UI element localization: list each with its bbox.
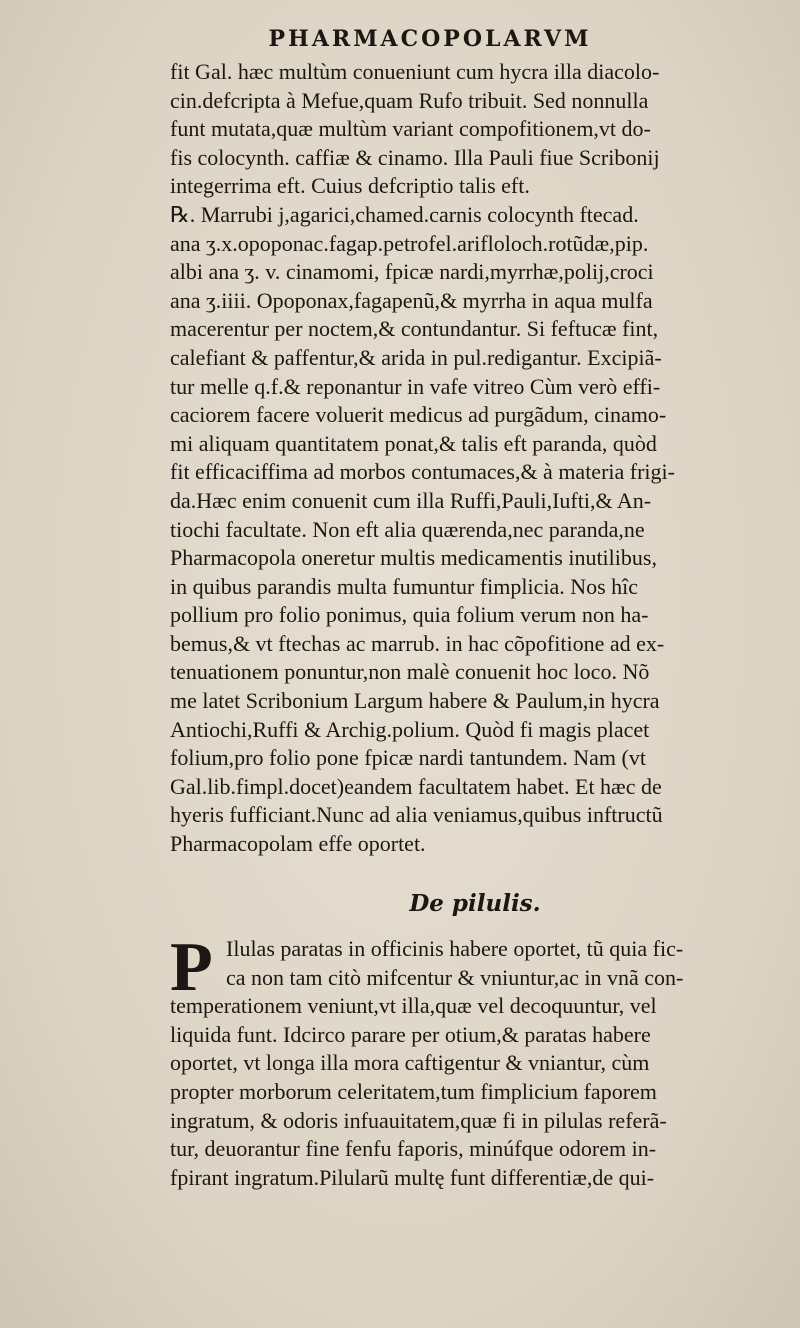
text-line: pollium pro folio ponimus, quia folium verum non ha- [170, 602, 649, 628]
text-line: tiochi facultate. Non eft alia quærenda,nec paranda,ne [170, 516, 645, 542]
text-line: fis colocynth. caffiæ & cinamo. Illa Pauli fiue Scribonij [170, 144, 660, 170]
text-line: fit efficaciffima ad morbos contumaces,& à materia frigi- [170, 459, 675, 485]
text-line: Gal.lib.fimpl.docet)eandem facultatem habet. Et hæc de [170, 773, 662, 799]
text-line: ingratum, & odoris infuauitatem,quæ fi in pilulas referã- [170, 1107, 667, 1133]
text-line: Pharmacopola oneretur multis medicamentis inutilibus, [170, 545, 657, 571]
text-line: ana ʒ.x.opoponac.fagap.petrofel.arifloloch.rotũdæ,pip. [170, 230, 649, 256]
text-line: fit Gal. hæc multùm conueniunt cum hycra illa diacolo- [170, 59, 660, 84]
text-line: caciorem facere voluerit medicus ad purgãdum, cinamo- [170, 402, 667, 428]
text-line: bemus,& vt ftechas ac marrub. in hac cõpofitione ad ex- [170, 630, 665, 656]
text-line: tenuationem ponuntur,non malè conuenit hoc loco. Nõ [170, 659, 650, 685]
text-line: folium,pro folio pone fpicæ nardi tantundem. Nam (vt [170, 745, 646, 771]
text-line: temperationem veniunt,vt illa,quæ vel decoquuntur, vel [170, 993, 657, 1019]
text-line: liquida funt. Idcirco parare per otium,& paratas habere [170, 1021, 651, 1047]
text-line: hyeris fufficiant.Nunc ad alia veniamus,quibus inftructũ [170, 802, 663, 828]
text-line: propter morborum celeritatem,tum fimplicium faporem [170, 1078, 657, 1104]
text-line: Pharmacopolam effe oportet. [170, 831, 426, 857]
text-line: ℞. Marrubi j,agarici,chamed.carnis colocynth ftecad. [170, 201, 639, 227]
text-line: ca non tam citò mifcentur & vniuntur,ac in vnã con- [226, 964, 684, 990]
text-line: tur, deuorantur fine fenfu faporis, minúfque odorem in- [170, 1136, 657, 1162]
text-line: tur melle q.f.& reponantur in vafe vitreo Cùm verò effi- [170, 373, 661, 399]
section-title: De pilulis. [409, 890, 541, 917]
text-line: da.Hæc enim conuenit cum illa Ruffi,Pauli,Iufti,& An- [170, 487, 652, 513]
drop-cap: P [170, 929, 213, 1006]
text-line: in quibus parandis multa fumuntur fimplicia. Nos hîc [170, 573, 639, 599]
text-line: mi aliquam quantitatem ponat,& talis eft paranda, quòd [170, 430, 657, 456]
text-line: Ilulas paratas in officinis habere oportet, tũ quia fic- [226, 936, 684, 961]
text-line: cin.defcripta à Mefue,quam Rufo tribuit. Sed nonnulla [170, 87, 649, 113]
paragraph-pilulis [170, 929, 780, 1192]
text-line: calefiant & paffentur,& arida in pul.redigantur. Excipiã- [170, 344, 662, 370]
text-line: macerentur per noctem,& contundantur. Si feftucæ fint, [170, 316, 659, 342]
running-head: PHARMACOPOLARVM [268, 26, 592, 52]
text-line: funt mutata,quæ multùm variant compofitionem,vt do- [170, 116, 651, 142]
text-line: fpirant ingratum.Pilularũ multę funt differentiæ,de qui- [170, 1164, 655, 1190]
text-line: ana ʒ.iiii. Opoponax,fagapenũ,& myrrha in aqua mulfa [170, 287, 653, 313]
paragraph-recipe [170, 58, 780, 859]
text-line: integerrima eft. Cuius defcriptio talis eft. [170, 173, 530, 199]
text-line: me latet Scribonium Largum habere & Paulum,in hycra [170, 688, 660, 714]
text-line: albi ana ʒ. v. cinamomi, fpicæ nardi,myrrhæ,polij,croci [170, 259, 654, 285]
text-line: oportet, vt longa illa mora caftigentur & vniantur, cùm [170, 1050, 650, 1076]
text-line: Antiochi,Ruffi & Archig.polium. Quòd fi magis placet [170, 716, 650, 742]
